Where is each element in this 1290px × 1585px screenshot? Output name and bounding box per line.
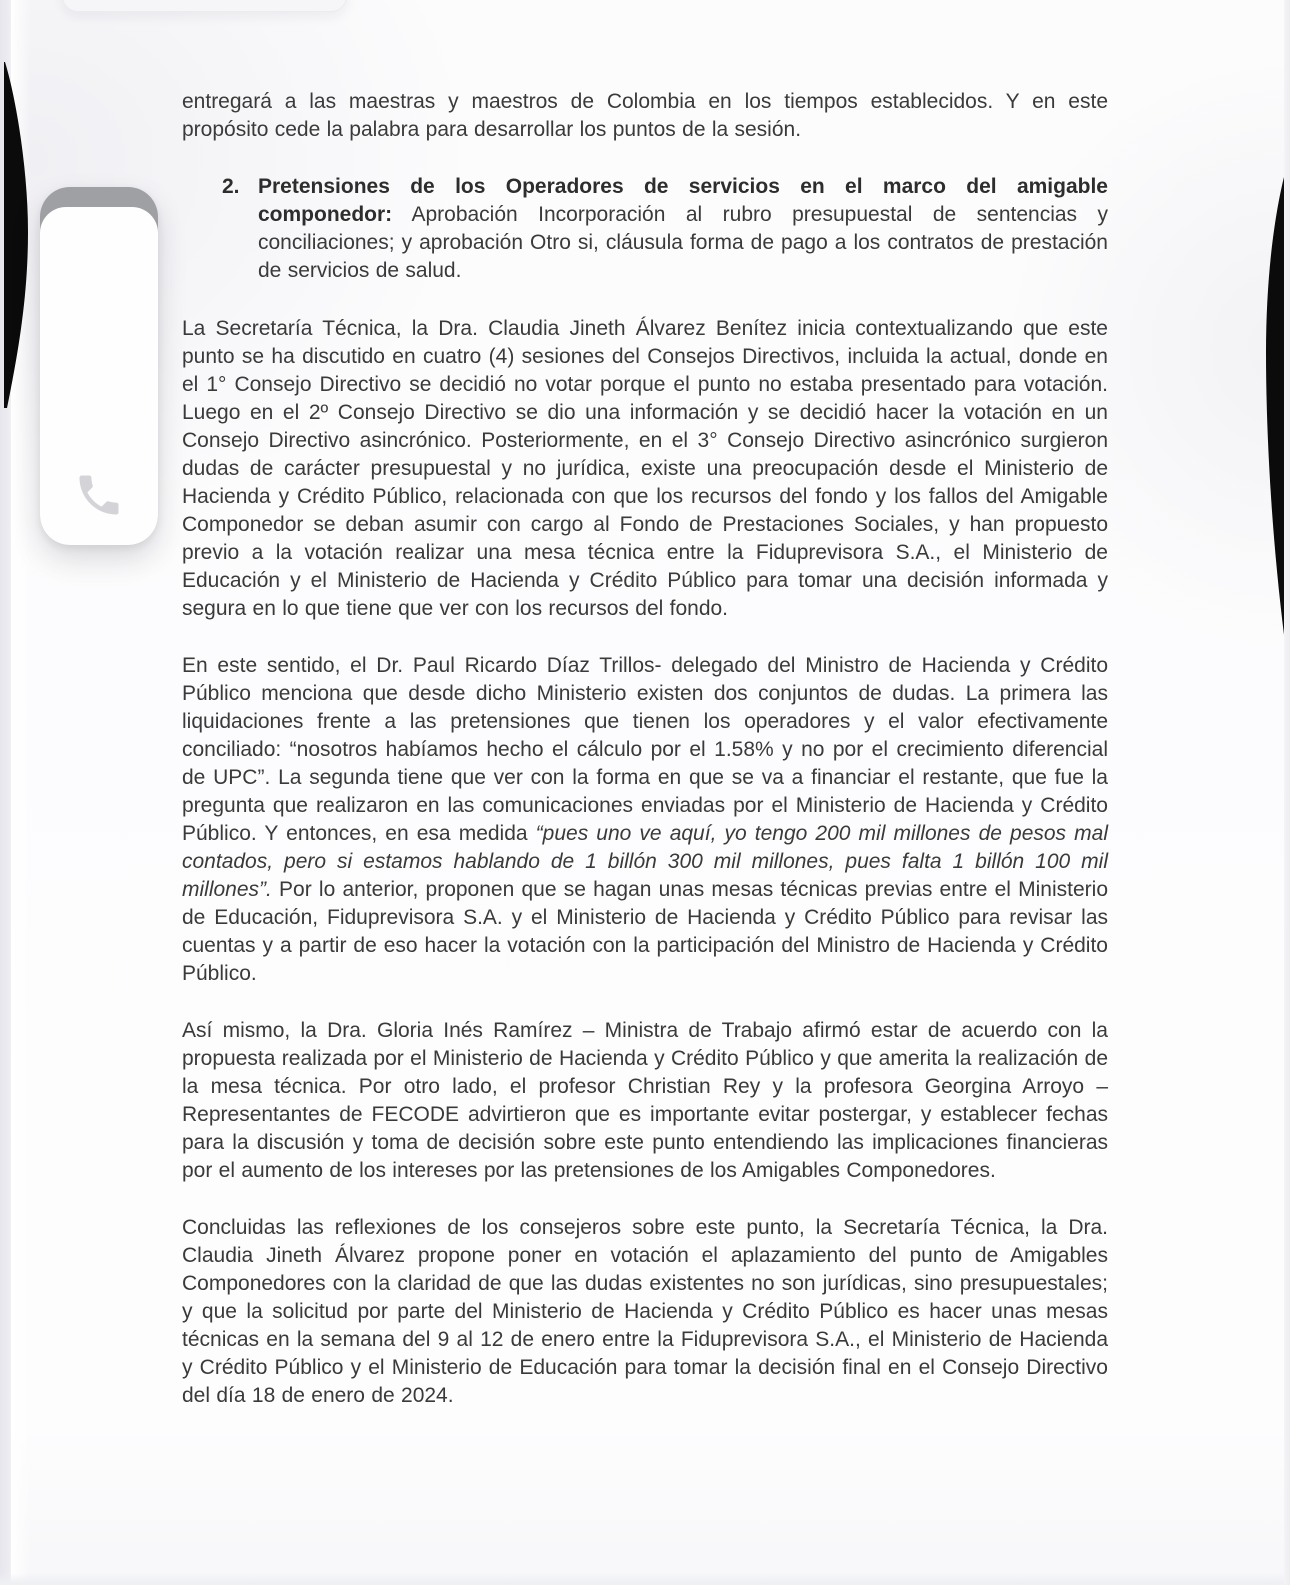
photo-edge-right (1284, 0, 1290, 1585)
paragraph-conclusion-votacion: Concluidas las reflexiones de los consejeros sobre este punto, la Secretaría Técnica, la Dra. Claudia Jineth Álvarez propone poner en votación el aplazamiento del punto de Amigables Componedores con la claridad de que las dudas existentes no son jurídicas, sino presupuestales; y que la solicitud por parte del Ministerio de Hacienda y Crédito Público es hacer unas mesas técnicas en la semana del 9 al 12 de enero entre la Fiduprevisora S.A., el Ministerio de Hacienda y Crédito Público y el Ministerio de Educación para tomar la decisión final en el Consejo Directivo del día 18 de enero de 2024. (182, 1216, 1108, 1407)
paragraph-ministra-trabajo-fecode: Así mismo, la Dra. Gloria Inés Ramírez – Ministra de Trabajo afirmó estar de acuerdo con la propuesta realizada por el Ministerio de Hacienda y Crédito Público y que amerita la realización de la mesa técnica. Por otro lado, el profesor Christian Rey y la profesora Georgina Arroyo – Representantes de FECODE advirtieron que es importante evitar postergar, y establecer fechas para la discusión y toma de decisión sobre este punto entendiendo las implicaciones financieras por el aumento de los intereses por las pretensiones de los Amigables Componedores. (182, 1019, 1108, 1182)
item-number: 2. (222, 175, 240, 198)
left-page-curl-shadow (4, 62, 28, 408)
phone-icon (73, 469, 125, 521)
paragraph-ministerio-hacienda: En este sentido, el Dr. Paul Ricardo Díaz Trillos- delegado del Ministro de Hacienda y Crédito Público menciona que desde dicho Ministerio existen dos conjuntos de dudas. La primera las liquidaciones frente a las pretensiones que tienen los operadores y el valor efectivamente conciliado: “nosotros habíamos hecho el cálculo por el 1.58% y no por el crecimiento diferencial de UPC”. La segunda tiene que ver con la forma en que se va a financiar el restante, que fue la pregunta que realizaron en las comunicaciones enviadas por el Ministerio de Hacienda y Crédito Público. Y entonces, en esa medida “pues uno ve aquí, yo tengo 200 mil millones de pesos mal contados, pero si estamos hablando de 1 billón 300 mil millones, pues falta 1 billón 100 mil millones”. Por lo anterior, proponen que se hagan unas mesas técnicas previas entre el Ministerio de Educación, Fiduprevisora S.A. y el Ministerio de Hacienda y Crédito Público para revisar las cuentas y a partir de eso hacer la votación con la participación del Ministro de Hacienda y Crédito Público. (182, 654, 1108, 985)
paragraph-intro: entregará a las maestras y maestros de Colombia en los tiempos establecidos. Y en este propósito cede la palabra para desarrollar los puntos de la sesión. (182, 90, 1108, 141)
collapsed-floating-widget[interactable] (62, 0, 347, 12)
call-widget[interactable] (40, 187, 158, 545)
item-text: Pretensiones de los Operadores de servicios en el marco del amigable componedor: Aprobación Incorporación al rubro presupuestal de sentencias y conciliaciones; y aprobación Otro si, cláusula forma de pago a los contratos de prestación de servicios de salud. (258, 175, 1108, 282)
paragraph-secretaria-tecnica: La Secretaría Técnica, la Dra. Claudia Jineth Álvarez Benítez inicia contextualizando que este punto se ha discutido en cuatro (4) sesiones del Consejos Directivos, incluida la actual, donde en el 1° Consejo Directivo se decidió no votar porque el punto no estaba presentado para votación. Luego en el 2º Consejo Directivo se dio una información y se decidió hacer la votación en un Consejo Directivo asincrónico. Posteriormente, en el 3° Consejo Directivo asincrónico surgieron dudas de carácter presupuestal y no jurídica, existe una preocupación desde el Ministerio de Hacienda y Crédito Público, relacionada con que los recursos del fondo y los fallos del Amigable Componedor se deban asumir con cargo al Fondo de Prestaciones Sociales, y han propuesto previo a la votación realizar una mesa técnica entre la Fiduprevisora S.A., el Ministerio de Educación y el Ministerio de Hacienda y Crédito Público para tomar una decisión informada y segura en lo que tiene que ver con los recursos del fondo. (182, 317, 1108, 620)
